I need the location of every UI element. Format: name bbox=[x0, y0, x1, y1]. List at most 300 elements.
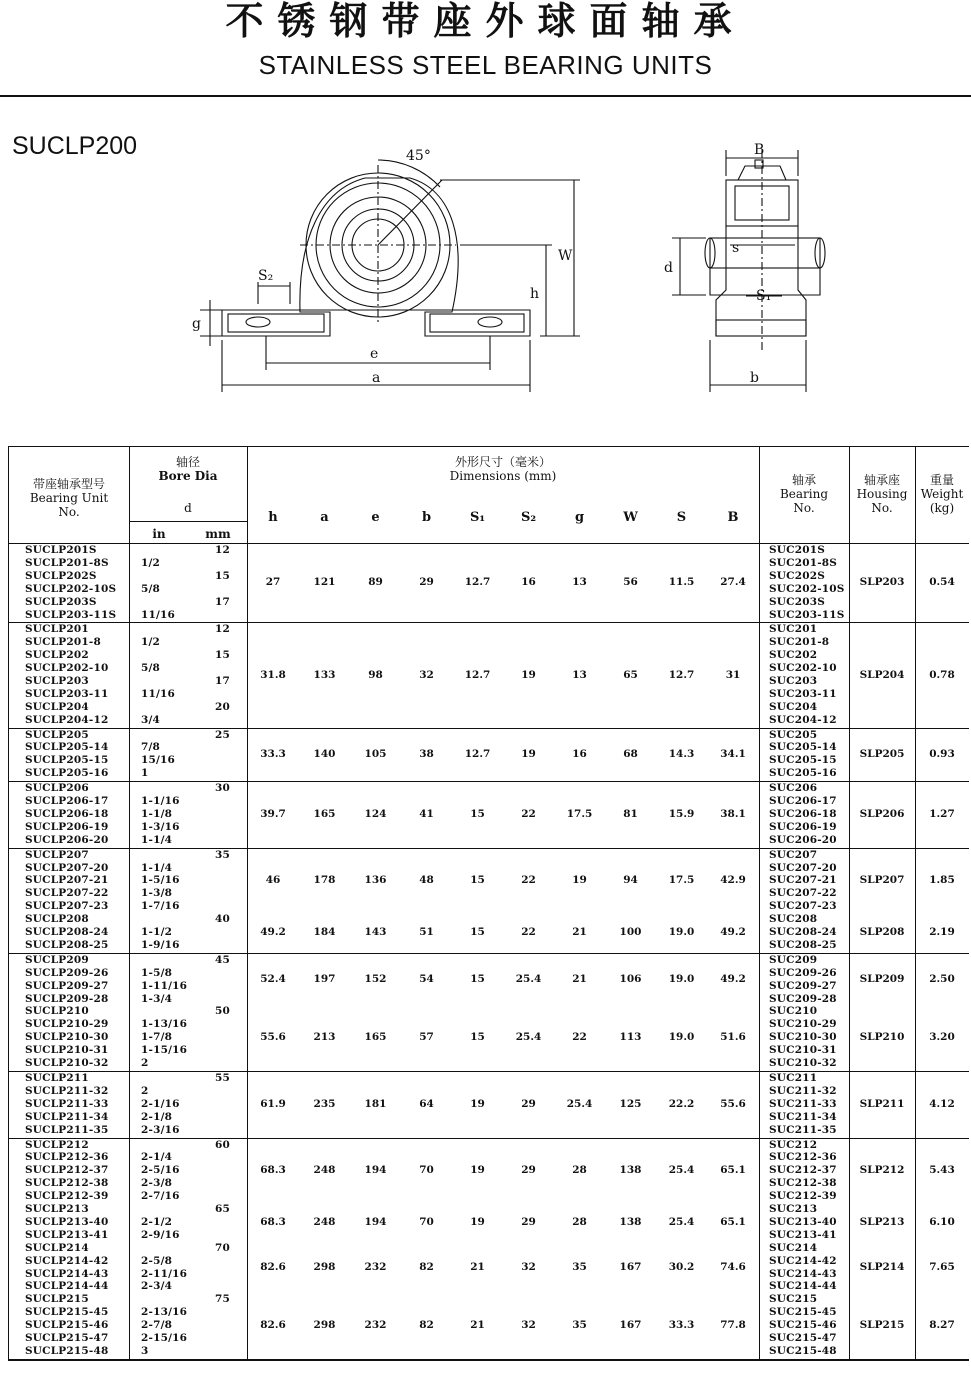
bearing-number: SUC202-10S bbox=[769, 582, 845, 595]
dim-value: 54 bbox=[419, 973, 434, 986]
bore-inch: 1-1/4 bbox=[141, 861, 173, 874]
bore-inch: 2-3/4 bbox=[141, 1280, 173, 1293]
unit-number: SUCLP212-38 bbox=[25, 1177, 109, 1190]
unit-number: SUCLP205-14 bbox=[25, 741, 109, 754]
bore-inch: 1-3/16 bbox=[141, 820, 180, 833]
bearing-number: SUC211-32 bbox=[769, 1084, 837, 1097]
header-dims-cn: 外形尺寸（毫米） bbox=[454, 455, 551, 469]
dim-value: 21 bbox=[572, 973, 587, 986]
dim-value: 33.3 bbox=[260, 747, 286, 760]
dim-value: 15 bbox=[470, 807, 485, 820]
header-bearing-cn: 轴承 bbox=[791, 473, 816, 487]
dim-value: 100 bbox=[619, 926, 642, 939]
table-row-group bbox=[9, 1072, 969, 1139]
dim-value: 165 bbox=[313, 807, 336, 820]
dim-value: 29 bbox=[521, 1097, 536, 1110]
technical-drawing bbox=[0, 130, 971, 430]
bearing-number: SUC214-43 bbox=[769, 1267, 837, 1280]
bearing-number: SUC207-21 bbox=[769, 874, 837, 887]
bore-inch: 1-7/16 bbox=[141, 900, 180, 913]
dim-value: 48 bbox=[419, 874, 434, 887]
dim-value: 77.8 bbox=[720, 1319, 746, 1332]
unit-number: SUCLP210 bbox=[25, 1005, 89, 1018]
bearing-number: SUC202S bbox=[769, 569, 825, 582]
housing-number: SLP207 bbox=[859, 874, 905, 887]
bore-mm: 65 bbox=[215, 1203, 231, 1215]
bearing-number: SUC207 bbox=[769, 848, 818, 861]
dim-value: 61.9 bbox=[260, 1097, 286, 1110]
dim-value: 82 bbox=[419, 1261, 434, 1274]
header-bore-cn: 轴径 bbox=[175, 455, 200, 469]
unit-number: SUCLP208-25 bbox=[25, 938, 109, 951]
title-divider bbox=[0, 95, 971, 97]
weight-value: 4.12 bbox=[929, 1097, 955, 1110]
dim-value: 22.2 bbox=[668, 1097, 695, 1110]
bore-mm: 60 bbox=[215, 1138, 231, 1151]
dim-value: 21 bbox=[470, 1261, 485, 1274]
dim-value: 49.2 bbox=[720, 926, 746, 939]
bore-inch: 3/4 bbox=[141, 713, 161, 726]
label-g: g bbox=[192, 316, 201, 332]
weight-value: 3.20 bbox=[929, 1031, 955, 1044]
bearing-number: SUC201S bbox=[769, 544, 825, 556]
bearing-number: SUC208-24 bbox=[769, 926, 837, 939]
bore-inch: 1-1/2 bbox=[141, 926, 173, 939]
column-divider bbox=[915, 447, 916, 1360]
unit-number: SUCLP210-30 bbox=[25, 1031, 109, 1044]
header-housing bbox=[849, 473, 915, 515]
label-s2: S₂ bbox=[258, 268, 274, 284]
bearing-number: SUC207-22 bbox=[769, 887, 837, 900]
label-b: b bbox=[750, 370, 759, 386]
dim-value: 194 bbox=[364, 1215, 387, 1228]
dim-value: 32 bbox=[521, 1261, 536, 1274]
header-weight-cn: 重量 bbox=[929, 473, 954, 487]
header-dims-en: Dimensions (mm) bbox=[449, 469, 557, 483]
unit-number: SUCLP211-35 bbox=[25, 1123, 109, 1136]
housing-number: SLP205 bbox=[859, 747, 905, 760]
unit-number: SUCLP215-46 bbox=[25, 1319, 109, 1332]
dim-value: 22 bbox=[521, 807, 536, 820]
dim-value: 68 bbox=[623, 747, 638, 760]
dim-value: 22 bbox=[521, 874, 536, 887]
dim-value: 65 bbox=[623, 668, 638, 681]
bore-inch: 2-5/16 bbox=[141, 1164, 180, 1177]
unit-number: SUCLP202S bbox=[25, 569, 97, 582]
bore-inch: 1-1/16 bbox=[141, 795, 180, 808]
dim-value: 17.5 bbox=[566, 807, 593, 820]
unit-number: SUCLP209-27 bbox=[25, 979, 109, 992]
label-s: s bbox=[732, 240, 740, 256]
bore-mm: 50 bbox=[215, 1005, 231, 1018]
header-dim-4: S₁ bbox=[469, 510, 486, 525]
dim-value: 98 bbox=[368, 668, 383, 681]
dim-value: 12.7 bbox=[464, 576, 491, 589]
bore-inch: 1-1/8 bbox=[141, 807, 173, 820]
dim-value: 65.1 bbox=[720, 1164, 746, 1177]
dim-value: 21 bbox=[470, 1319, 485, 1332]
bearing-number: SUC213 bbox=[769, 1203, 818, 1215]
unit-number: SUCLP203S bbox=[25, 595, 97, 608]
dim-value: 167 bbox=[619, 1261, 642, 1274]
unit-number: SUCLP211 bbox=[25, 1072, 89, 1084]
unit-number: SUCLP208 bbox=[25, 913, 89, 926]
unit-number: SUCLP215-47 bbox=[25, 1332, 109, 1344]
dim-value: 52.4 bbox=[260, 973, 286, 986]
header-mm: mm bbox=[205, 527, 231, 541]
dim-value: 22 bbox=[521, 926, 536, 939]
unit-number: SUCLP210-29 bbox=[25, 1018, 109, 1031]
bearing-number: SUC203 bbox=[769, 674, 818, 687]
bore-inch: 1-5/16 bbox=[141, 874, 180, 887]
dim-value: 15 bbox=[470, 973, 485, 986]
dim-value: 70 bbox=[419, 1215, 434, 1228]
bearing-number: SUC212-39 bbox=[769, 1190, 837, 1203]
dim-value: 27.4 bbox=[720, 576, 746, 589]
unit-number: SUCLP202 bbox=[25, 649, 89, 662]
label-e: e bbox=[370, 346, 379, 362]
unit-number: SUCLP207 bbox=[25, 848, 89, 861]
housing-number: SLP214 bbox=[859, 1261, 905, 1274]
dim-value: 68.3 bbox=[260, 1164, 286, 1177]
dim-value: 105 bbox=[364, 747, 387, 760]
header-unit-cn: 带座轴承型号 bbox=[32, 477, 105, 491]
bore-mm: 25 bbox=[215, 728, 231, 741]
dim-value: 13 bbox=[572, 576, 587, 589]
bore-inch: 11/16 bbox=[141, 687, 176, 700]
bore-inch: 2-9/16 bbox=[141, 1228, 180, 1241]
header-weight bbox=[915, 473, 969, 515]
dim-value: 133 bbox=[313, 668, 336, 681]
bearing-number: SUC211-34 bbox=[769, 1110, 837, 1123]
header-bearing bbox=[759, 473, 849, 515]
bore-mm: 30 bbox=[215, 782, 231, 795]
weight-value: 0.54 bbox=[929, 576, 955, 589]
bore-inch: 2-13/16 bbox=[141, 1306, 188, 1319]
unit-number: SUCLP209-26 bbox=[25, 966, 109, 979]
dim-value: 232 bbox=[364, 1261, 387, 1274]
bore-inch: 1-9/16 bbox=[141, 938, 180, 951]
table-row-group bbox=[9, 849, 969, 954]
header-dim-8: S bbox=[676, 510, 687, 525]
bore-mm: 55 bbox=[215, 1072, 231, 1084]
dim-value: 136 bbox=[364, 874, 387, 887]
housing-number: SLP215 bbox=[859, 1319, 905, 1332]
bore-inch: 2-3/8 bbox=[141, 1177, 173, 1190]
bearing-number: SUC214-44 bbox=[769, 1280, 837, 1293]
unit-number: SUCLP212 bbox=[25, 1138, 89, 1151]
weight-value: 7.65 bbox=[929, 1261, 955, 1274]
bore-inch: 2 bbox=[141, 1084, 149, 1097]
label-w: W bbox=[558, 248, 573, 264]
dim-value: 28 bbox=[572, 1164, 587, 1177]
unit-number: SUCLP213-41 bbox=[25, 1228, 109, 1241]
weight-value: 6.10 bbox=[929, 1215, 955, 1228]
label-a: a bbox=[372, 370, 381, 386]
dim-value: 55.6 bbox=[260, 1031, 286, 1044]
dim-value: 94 bbox=[623, 874, 638, 887]
bore-mm: 17 bbox=[215, 595, 231, 608]
unit-number: SUCLP214-43 bbox=[25, 1267, 109, 1280]
bore-mm: 40 bbox=[215, 913, 231, 926]
weight-value: 1.27 bbox=[929, 807, 955, 820]
housing-number: SLP212 bbox=[859, 1164, 905, 1177]
bearing-number: SUC206-18 bbox=[769, 807, 837, 820]
dim-value: 19.0 bbox=[668, 973, 695, 986]
header-bearing-no: No. bbox=[793, 501, 815, 515]
unit-number: SUCLP212-36 bbox=[25, 1151, 109, 1164]
dim-value: 25.4 bbox=[668, 1164, 695, 1177]
bore-inch: 1-15/16 bbox=[141, 1044, 188, 1057]
bore-inch: 11/16 bbox=[141, 608, 176, 621]
bore-mm: 15 bbox=[215, 649, 231, 662]
bearing-number: SUC206-17 bbox=[769, 795, 837, 808]
unit-number: SUCLP215-48 bbox=[25, 1344, 109, 1357]
dim-value: 21 bbox=[572, 926, 587, 939]
header-bore-d: d bbox=[184, 501, 192, 515]
dim-value: 184 bbox=[313, 926, 336, 939]
title-chinese: 不锈钢带座外球面轴承 bbox=[225, 0, 746, 43]
bore-inch: 2-1/16 bbox=[141, 1097, 180, 1110]
dim-value: 298 bbox=[313, 1261, 336, 1274]
unit-number: SUCLP210-31 bbox=[25, 1044, 109, 1057]
header-bore bbox=[129, 455, 247, 483]
dim-value: 178 bbox=[313, 874, 336, 887]
dim-value: 12.7 bbox=[464, 747, 491, 760]
bearing-number: SUC215-47 bbox=[769, 1332, 837, 1344]
dim-value: 19 bbox=[470, 1097, 485, 1110]
bore-mm: 70 bbox=[215, 1241, 231, 1254]
bore-inch: 1-13/16 bbox=[141, 1018, 188, 1031]
dim-value: 42.9 bbox=[720, 874, 746, 887]
unit-number: SUCLP206-20 bbox=[25, 833, 109, 846]
weight-value: 2.50 bbox=[929, 973, 955, 986]
bore-inch: 1-1/4 bbox=[141, 833, 173, 846]
bearing-number: SUC207-23 bbox=[769, 900, 837, 913]
dim-value: 15.9 bbox=[668, 807, 695, 820]
bore-mm: 15 bbox=[215, 569, 231, 582]
column-divider bbox=[759, 447, 760, 1360]
bearing-number: SUC211 bbox=[769, 1072, 818, 1084]
table-body bbox=[9, 544, 969, 1360]
header-dim-0: h bbox=[268, 510, 278, 525]
header-dim-7: W bbox=[623, 510, 638, 525]
bore-inch: 2-7/16 bbox=[141, 1190, 180, 1203]
bearing-number: SUC208-25 bbox=[769, 938, 837, 951]
unit-number: SUCLP208-24 bbox=[25, 926, 109, 939]
unit-number: SUCLP214 bbox=[25, 1241, 89, 1254]
header-weight-en: Weight bbox=[920, 487, 964, 501]
header-housing-no: No. bbox=[871, 501, 893, 515]
housing-number: SLP208 bbox=[859, 926, 905, 939]
header-dim-2: e bbox=[371, 510, 380, 525]
weight-value: 0.93 bbox=[929, 747, 955, 760]
weight-value: 1.85 bbox=[929, 874, 955, 887]
dim-value: 49.2 bbox=[260, 926, 286, 939]
unit-number: SUCLP207-23 bbox=[25, 900, 109, 913]
dim-value: 81 bbox=[623, 807, 638, 820]
dim-value: 31 bbox=[725, 668, 741, 681]
bearing-number: SUC202 bbox=[769, 649, 818, 662]
bearing-number: SUC210-32 bbox=[769, 1057, 837, 1070]
dim-value: 213 bbox=[313, 1031, 336, 1044]
dim-value: 25.4 bbox=[515, 1031, 542, 1044]
bore-inch: 2-1/4 bbox=[141, 1151, 173, 1164]
dim-value: 49.2 bbox=[720, 973, 746, 986]
dim-value: 82.6 bbox=[260, 1319, 286, 1332]
unit-number: SUCLP210-32 bbox=[25, 1057, 109, 1070]
table-row-group bbox=[9, 954, 969, 1072]
bore-inch: 2-5/8 bbox=[141, 1254, 173, 1267]
dim-value: 57 bbox=[419, 1031, 434, 1044]
unit-number: SUCLP207-21 bbox=[25, 874, 109, 887]
dim-value: 15 bbox=[470, 874, 485, 887]
dim-value: 82.6 bbox=[260, 1261, 286, 1274]
housing-number: SLP209 bbox=[859, 973, 905, 986]
dim-value: 28 bbox=[572, 1215, 587, 1228]
unit-number: SUCLP204 bbox=[25, 700, 89, 713]
unit-number: SUCLP212-37 bbox=[25, 1164, 109, 1177]
dim-value: 19 bbox=[572, 874, 587, 887]
dim-value: 140 bbox=[313, 747, 336, 760]
bearing-number: SUC209-26 bbox=[769, 966, 837, 979]
bore-mm: 17 bbox=[215, 674, 231, 687]
bearing-number: SUC207-20 bbox=[769, 861, 837, 874]
dim-value: 15 bbox=[470, 1031, 485, 1044]
bore-inch: 1-11/16 bbox=[141, 979, 188, 992]
dim-value: 25.4 bbox=[566, 1097, 593, 1110]
housing-number: SLP204 bbox=[859, 668, 905, 681]
dim-value: 74.6 bbox=[720, 1261, 746, 1274]
unit-number: SUCLP211-32 bbox=[25, 1084, 109, 1097]
weight-value: 5.43 bbox=[929, 1164, 955, 1177]
header-weight-unit: (kg) bbox=[929, 501, 955, 515]
unit-number: SUCLP205-15 bbox=[25, 754, 109, 767]
bore-inch: 5/8 bbox=[141, 582, 161, 595]
unit-number: SUCLP211-33 bbox=[25, 1097, 109, 1110]
dim-value: 46 bbox=[265, 874, 281, 887]
dim-value: 138 bbox=[619, 1164, 642, 1177]
dim-value: 51.6 bbox=[720, 1031, 746, 1044]
dim-value: 35 bbox=[572, 1319, 587, 1332]
bearing-number: SUC202-10 bbox=[769, 662, 837, 675]
dim-value: 16 bbox=[572, 747, 587, 760]
bearing-number: SUC212 bbox=[769, 1138, 818, 1151]
unit-number: SUCLP201S bbox=[25, 544, 97, 556]
housing-number: SLP211 bbox=[859, 1097, 905, 1110]
column-divider bbox=[247, 447, 248, 1360]
unit-number: SUCLP205-16 bbox=[25, 767, 109, 780]
bore-mm: 75 bbox=[215, 1293, 231, 1306]
bearing-number: SUC210-31 bbox=[769, 1044, 837, 1057]
dim-value: 19.0 bbox=[668, 1031, 695, 1044]
bore-inch: 1/2 bbox=[141, 556, 161, 569]
unit-number: SUCLP203-11 bbox=[25, 687, 109, 700]
header-unit-no: No. bbox=[58, 505, 80, 519]
table-row-group bbox=[9, 1139, 969, 1360]
header-unit bbox=[9, 477, 129, 519]
bearing-number: SUC201 bbox=[769, 623, 818, 636]
bearing-number: SUC210 bbox=[769, 1005, 818, 1018]
dim-value: 235 bbox=[313, 1097, 336, 1110]
bore-mm: 35 bbox=[215, 848, 231, 861]
dim-value: 55.6 bbox=[720, 1097, 746, 1110]
dim-value: 64 bbox=[419, 1097, 434, 1110]
dim-value: 19.0 bbox=[668, 926, 695, 939]
unit-number: SUCLP206-17 bbox=[25, 795, 109, 808]
bearing-number: SUC204 bbox=[769, 700, 818, 713]
bearing-number: SUC206-19 bbox=[769, 820, 837, 833]
bore-inch: 2-1/8 bbox=[141, 1110, 173, 1123]
bore-inch: 5/8 bbox=[141, 662, 161, 675]
dim-value: 167 bbox=[619, 1319, 642, 1332]
bearing-number: SUC215-46 bbox=[769, 1319, 837, 1332]
header-dim-1: a bbox=[320, 510, 329, 525]
dim-value: 65.1 bbox=[720, 1215, 746, 1228]
header-in: in bbox=[152, 527, 166, 541]
unit-number: SUCLP206-19 bbox=[25, 820, 109, 833]
bore-mm: 20 bbox=[215, 700, 231, 713]
dim-value: 41 bbox=[419, 807, 434, 820]
dim-value: 19 bbox=[521, 747, 536, 760]
dim-value: 11.5 bbox=[668, 576, 695, 589]
unit-number: SUCLP203-11S bbox=[25, 608, 117, 621]
dim-value: 82 bbox=[419, 1319, 434, 1332]
bearing-number: SUC206 bbox=[769, 782, 818, 795]
bearing-number: SUC213-40 bbox=[769, 1215, 837, 1228]
unit-number: SUCLP201-8S bbox=[25, 556, 109, 569]
unit-number: SUCLP207-22 bbox=[25, 887, 109, 900]
dim-value: 197 bbox=[313, 973, 336, 986]
housing-number: SLP210 bbox=[859, 1031, 905, 1044]
header-housing-en: Housing bbox=[856, 487, 908, 501]
dim-value: 38.1 bbox=[720, 807, 746, 820]
dim-value: 121 bbox=[313, 576, 336, 589]
unit-number: SUCLP202-10 bbox=[25, 662, 109, 675]
dim-value: 39.7 bbox=[260, 807, 286, 820]
header-bearing-en: Bearing bbox=[779, 487, 829, 501]
housing-outline bbox=[222, 178, 530, 336]
dim-value: 12.7 bbox=[668, 668, 695, 681]
dim-value: 143 bbox=[364, 926, 387, 939]
dim-value: 56 bbox=[623, 576, 638, 589]
table-row-group bbox=[9, 729, 969, 783]
unit-number: SUCLP213 bbox=[25, 1203, 89, 1215]
bore-mm: 12 bbox=[215, 544, 231, 556]
bearing-number: SUC209 bbox=[769, 953, 818, 966]
unit-number: SUCLP215-45 bbox=[25, 1306, 109, 1319]
table-row-group bbox=[9, 782, 969, 849]
header-unit-en: Bearing Unit bbox=[29, 491, 109, 505]
unit-number: SUCLP205 bbox=[25, 728, 89, 741]
bearing-number: SUC201-8 bbox=[769, 636, 830, 649]
dim-value: 232 bbox=[364, 1319, 387, 1332]
bearing-number: SUC213-41 bbox=[769, 1228, 837, 1241]
dim-value: 138 bbox=[619, 1215, 642, 1228]
weight-value: 0.78 bbox=[929, 668, 955, 681]
bearing-number: SUC215 bbox=[769, 1293, 818, 1306]
label-s1: S₁ bbox=[756, 288, 772, 304]
bore-inch: 2-11/16 bbox=[141, 1267, 188, 1280]
dim-value: 33.3 bbox=[668, 1319, 695, 1332]
unit-number: SUCLP211-34 bbox=[25, 1110, 109, 1123]
bearing-number: SUC209-27 bbox=[769, 979, 837, 992]
table-header bbox=[9, 447, 969, 544]
bore-inch: 2-3/16 bbox=[141, 1123, 180, 1136]
bearing-number: SUC205 bbox=[769, 728, 818, 741]
dim-value: 181 bbox=[364, 1097, 387, 1110]
column-divider bbox=[129, 447, 130, 1360]
